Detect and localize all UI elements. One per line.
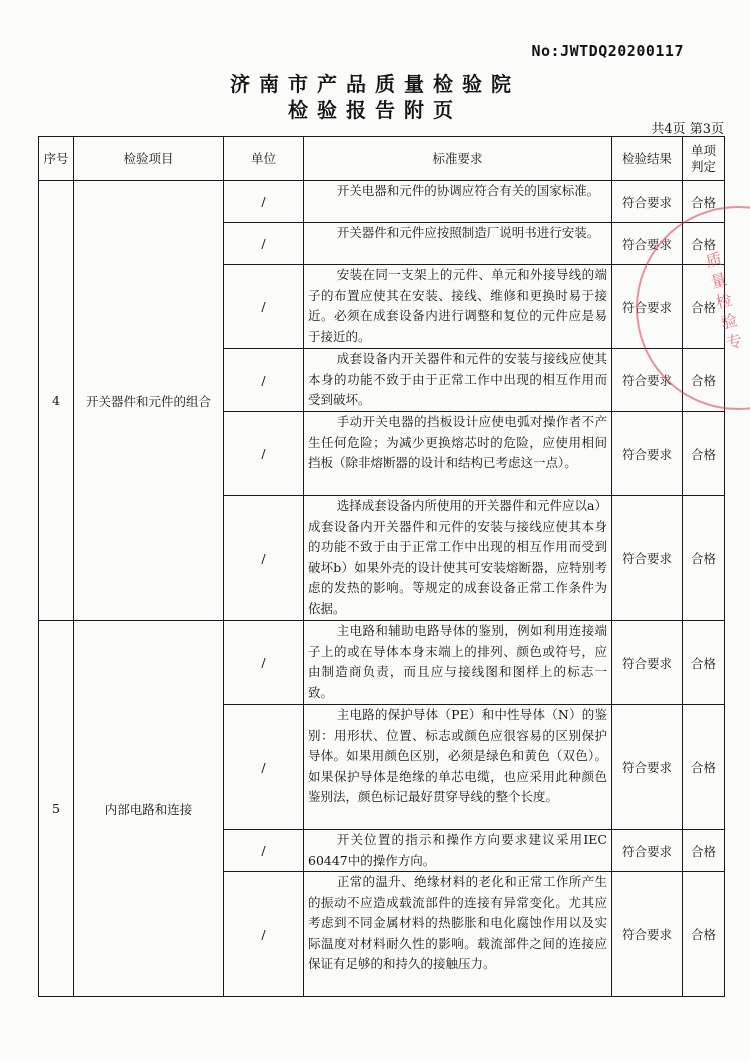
group-item: 开关器件和元件的组合 bbox=[74, 181, 224, 621]
result-cell: 符合要求 bbox=[612, 349, 683, 412]
unit-cell: / bbox=[224, 830, 304, 872]
header-item: 检验项目 bbox=[74, 137, 224, 181]
unit-cell: / bbox=[224, 705, 304, 830]
header-standard: 标准要求 bbox=[304, 137, 612, 181]
unit-cell: / bbox=[224, 872, 304, 997]
institute-title: 济南市产品质量检验院 bbox=[230, 72, 520, 96]
group-seq: 5 bbox=[39, 621, 74, 997]
standard-cell: 开关位置的指示和操作方向要求建议采用IEC 60447中的操作方向。 bbox=[304, 830, 612, 872]
unit-cell: / bbox=[224, 621, 304, 705]
verdict-cell: 合格 bbox=[683, 872, 725, 997]
result-cell: 符合要求 bbox=[612, 621, 683, 705]
verdict-cell: 合格 bbox=[683, 412, 725, 496]
verdict-cell: 合格 bbox=[683, 223, 725, 265]
standard-cell: 选择成套设备内所使用的开关器件和元件应以a）成套设备内开关器件和元件的安装与接线应使其本身的功能不致于由于正常工作中出现的相互作用而受到破坏b）如果外壳的设计使其可安装熔断器，应特别考虑的发热的影响。等规定的成套设备正常工作条件为依据。 bbox=[304, 496, 612, 621]
result-cell: 符合要求 bbox=[612, 830, 683, 872]
report-subtitle: 检验报告附页 bbox=[288, 98, 462, 122]
result-cell: 符合要求 bbox=[612, 265, 683, 349]
standard-cell: 主电路和辅助电路导体的鉴别，例如利用连接端子上的或在导体本身末端上的排列、颜色或符号，应由制造商负责，而且应与接线图和图样上的标志一致。 bbox=[304, 621, 612, 705]
verdict-cell: 合格 bbox=[683, 349, 725, 412]
standard-cell: 成套设备内开关器件和元件的安装与接线应使其本身的功能不致于由于正常工作中出现的相互作用而受到破坏。 bbox=[304, 349, 612, 412]
header-result: 检验结果 bbox=[612, 137, 683, 181]
verdict-cell: 合格 bbox=[683, 830, 725, 872]
standard-cell: 开关电器和元件的协调应符合有关的国家标准。 bbox=[304, 181, 612, 223]
result-cell: 符合要求 bbox=[612, 181, 683, 223]
table-row bbox=[39, 181, 725, 223]
standard-cell: 安装在同一支架上的元件、单元和外接导线的端子的布置应使其在安装、接线、维修和更换时易于接近。必须在成套设备内进行调整和复位的元件应是易于接近的。 bbox=[304, 265, 612, 349]
result-cell: 符合要求 bbox=[612, 412, 683, 496]
standard-cell: 开关器件和元件应按照制造厂说明书进行安装。 bbox=[304, 223, 612, 265]
result-cell: 符合要求 bbox=[612, 496, 683, 621]
seal-stamp-text: 质量检验专 bbox=[703, 249, 745, 353]
standard-cell: 手动开关电器的挡板设计应使电弧对操作者不产生任何危险；为减少更换熔芯时的危险，应使用相间挡板（除非熔断器的设计和结构已考虑这一点）。 bbox=[304, 412, 612, 496]
unit-cell: / bbox=[224, 412, 304, 496]
standard-cell: 正常的温升、绝缘材料的老化和正常工作所产生的振动不应造成载流部件的连接有异常变化。尤其应考虑到不同金属材料的热膨胀和电化腐蚀作用以及实际温度对材料耐久性的影响。载流部件之间的连接应保证有足够的和持久的接触压力。 bbox=[304, 872, 612, 997]
header-verdict: 单项判定 bbox=[683, 137, 725, 181]
table-row bbox=[39, 621, 725, 705]
result-cell: 符合要求 bbox=[612, 223, 683, 265]
unit-cell: / bbox=[224, 223, 304, 265]
verdict-cell: 合格 bbox=[683, 621, 725, 705]
unit-cell: / bbox=[224, 265, 304, 349]
group-seq: 4 bbox=[39, 181, 74, 621]
page-info: 共4页 第3页 bbox=[651, 122, 724, 137]
inspection-table bbox=[38, 136, 725, 997]
header-unit: 单位 bbox=[224, 137, 304, 181]
verdict-cell: 合格 bbox=[683, 496, 725, 621]
unit-cell: / bbox=[224, 181, 304, 223]
result-cell: 符合要求 bbox=[612, 705, 683, 830]
verdict-cell: 合格 bbox=[683, 265, 725, 349]
verdict-cell: 合格 bbox=[683, 705, 725, 830]
unit-cell: / bbox=[224, 496, 304, 621]
header-row bbox=[39, 137, 725, 181]
unit-cell: / bbox=[224, 349, 304, 412]
group-item: 内部电路和连接 bbox=[74, 621, 224, 997]
header-seq: 序号 bbox=[39, 137, 74, 181]
verdict-cell: 合格 bbox=[683, 181, 725, 223]
report-number: No:JWTDQ20200117 bbox=[531, 42, 684, 60]
standard-cell: 主电路的保护导体（PE）和中性导体（N）的鉴别：用形状、位置、标志或颜色应很容易的区别保护导体。如果用颜色区别，必须是绿色和黄色（双色）。如果保护导体是绝缘的单芯电缆，也应采用此种颜色鉴别法，颜色标记最好贯穿导线的整个长度。 bbox=[304, 705, 612, 830]
result-cell: 符合要求 bbox=[612, 872, 683, 997]
